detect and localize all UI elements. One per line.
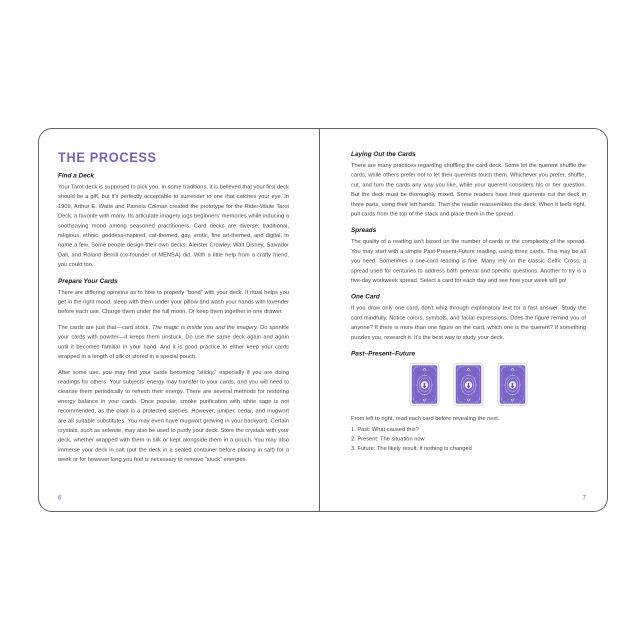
tarot-card-back-icon bbox=[410, 363, 440, 406]
page-number-left: 6 bbox=[58, 494, 62, 501]
paragraph: The quality of a reading isn’t based on the number of cards or the complexity of the spread. You may start with a simple Past-Present-Future reading, using three cards. This may be all you need. Sometimes a one-card reading is fine. Many rely on the classic Celtic Cross, a spread used for centuries to address both general and specific questions. Another to try is a five-day workweek spread. Select a card for each day and see how your week will go! bbox=[351, 238, 586, 284]
list-item: 2. Present: The situation now bbox=[351, 435, 425, 442]
italic-text: The magic is inside you and the imagery. bbox=[152, 324, 259, 331]
section-heading: Spreads bbox=[351, 226, 377, 234]
tarot-card-back-icon bbox=[498, 363, 528, 406]
page-title: THE PROCESS bbox=[58, 150, 157, 165]
right-page-content bbox=[351, 150, 586, 454]
paragraph: The cards are just that—card stock. The magic is inside you and the imagery. Do sprinkle your cards with powder—it keeps them unstuck. Do use the same deck again and again until it becomes familiar in your hand. And it is good practice to either keep your cards wrapped in a length of silk or stored in a special pouch. bbox=[58, 324, 289, 360]
paragraph: After some use, you may find your cards becoming “sticky,” especially if you are doing readings for others. Your subjects’ energy may transfer to your cards, and you will need to cleanse them periodically to refresh their energy. There are several methods for restoring energy balance in your cards. Once popular, smoke purification with white sage is not recommended, as the plant is a protected species. However, juniper, cedar, and mugwort are all suitable substitutes. You may even have mugwort growing in your backyard. Certain crystals, such as selenite, may also be used to purify your deck. Store the crystals with your deck, whether wrapped with them in silk or kept alongside them in a pouch. You may also immerse your deck in salt (put the deck in a sealed container before placing in salt) for a week or for however long you feel is necessary to remove “stuck” energies. bbox=[58, 369, 289, 463]
list-item: 1. Past: What caused this? bbox=[351, 426, 419, 433]
left-page bbox=[38, 128, 320, 512]
section-heading: Past–Present–Future bbox=[351, 349, 416, 358]
tarot-cards-row bbox=[351, 363, 586, 406]
paragraph: There are many practices regarding shuffling the card deck. Some let the querent shuffle the cards, while others prefer not to let their querents touch them. Whichever you prefer, shuffle, cut, and turn the cards any way you like, while your querent considers his or her question. But the deck must be thoroughly mixed. Some readers have their querents cut the deck in three parts, using their left hands. Then the reader reassembles the deck. When it feels right, pull cards from the top of the stack and place them in the spread. bbox=[351, 162, 586, 218]
section-heading: Laying Out the Cards bbox=[351, 150, 416, 158]
list-item: 3. Future: The likely result, if nothing is changed bbox=[351, 445, 472, 452]
tarot-card-back-icon bbox=[454, 363, 484, 406]
right-page bbox=[320, 128, 608, 512]
paragraph: Your Tarot deck is supposed to pick you. In some traditions, it is believed that your first deck should be a gift, but it’s perfectly acceptable to surrender to one that catches your eye. In 1909, Arthur E. Waite and Pamela Colman created the prototype for the Rider-Waite Tarot Deck, a favorite with many. Its articulate imagery jogs beginners’ memories while inducing a soothsaying mood among seasoned practitioners. Card decks are diverse: traditional, religious, ethnic, goddess-inspired, cat-themed, gay, erotic, fine art-themed, and digital, to name a few. Some people design their own decks. Aleister Crowley, Walt Disney, Salvador Dali, and Roland Berrill (co-founder of MENSA) did. With a little help from a crafty friend, you could too. bbox=[58, 184, 289, 268]
page-number-right: 7 bbox=[582, 494, 586, 501]
paragraph: There are differing opinions as to how to properly “bond” with your deck. If ritual helps you get in the right mood, sleep with them under your pillow and wash your hands with lavender before each use. Charge them under the full moon. Or keep them together in one drawer. bbox=[58, 289, 289, 315]
section-heading: One Card bbox=[351, 292, 380, 301]
section-heading: Prepare Your Cards bbox=[58, 276, 118, 285]
section-heading: Find a Deck bbox=[58, 171, 94, 179]
paragraph: From left to right, read each card before revealing the next. bbox=[351, 415, 500, 422]
paragraph: If you draw only one card, don’t whiz through explanatory text for a fast answer. Study the card mindfully. Notice colors, symbols, and facial expressions. Does the figure remind you of anyone? If there is more than one figure on the card, which one is the querent? If something puzzles you, research it. It’s the best way to study your deck. bbox=[351, 305, 586, 341]
left-page-content bbox=[58, 172, 289, 465]
open-book bbox=[38, 128, 608, 512]
